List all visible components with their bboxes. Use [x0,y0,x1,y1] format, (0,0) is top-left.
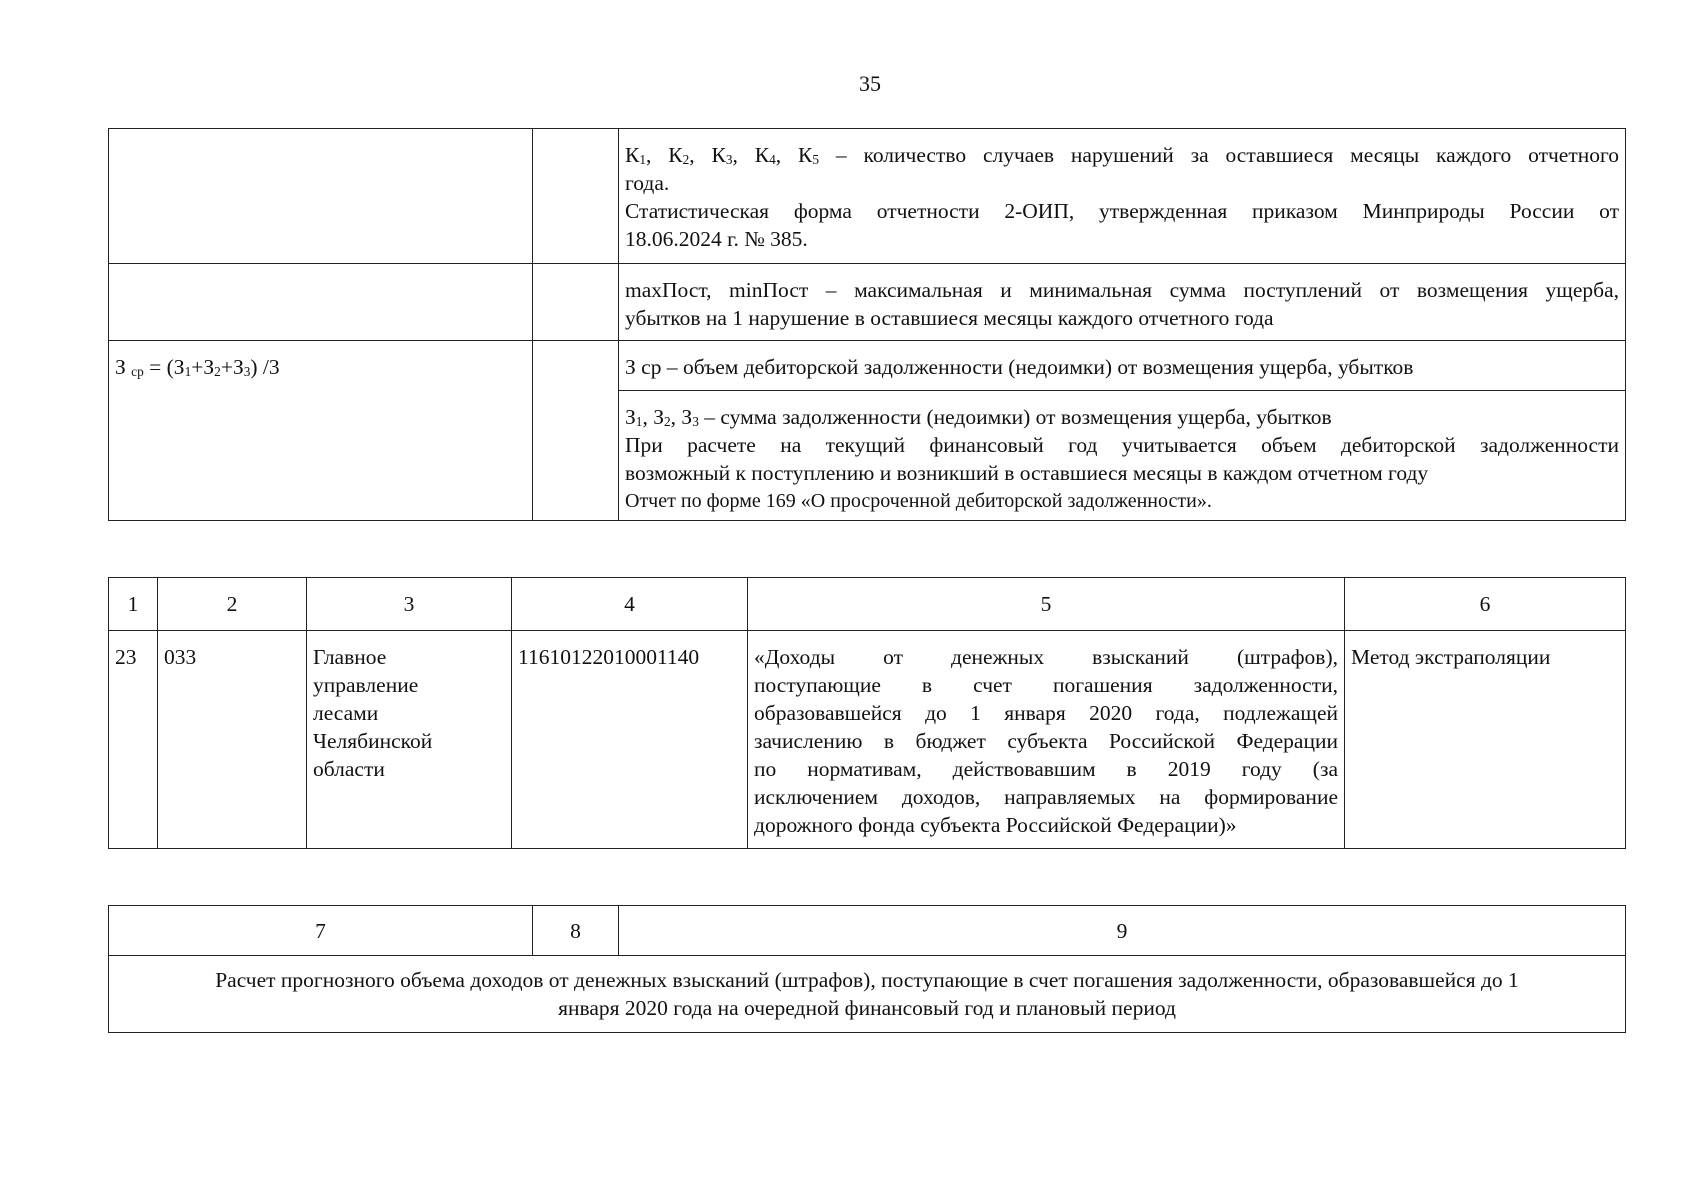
page-number: 35 [859,71,881,96]
agency-name [307,631,512,849]
column-header: 9 [619,906,1626,956]
income-description [748,631,1345,849]
column-header: 4 [512,578,748,631]
income-line: зачислению в бюджет субъекта Российской Федерации [754,729,1338,753]
column-header: 5 [748,578,1345,631]
table-row [109,129,1626,264]
column-header: 8 [533,906,619,956]
description-cell [619,129,1626,264]
post-line-2: убытков на 1 нарушение в оставшиеся месяцы каждого отчетного года [625,306,1274,330]
income-line: исключением доходов, направляемых на формирование [754,785,1338,809]
calculation-description [109,956,1626,1033]
agency-line: управление [313,673,419,697]
method-cell: Метод экстраполяции [1345,631,1626,849]
table-row [109,264,1626,341]
income-line: «Доходы от денежных взысканий (штрафов), [754,645,1338,669]
income-line: образовавшейся до 1 января 2020 года, подлежащей [754,701,1338,725]
formula-cell [109,129,533,264]
k-variables-line-2: года. [625,171,670,195]
column-header: 6 [1345,578,1626,631]
z-average-formula: З $_{ср} = (З_1+З_2+З_3)$ /3 [115,355,280,379]
calculation-table [108,905,1626,1033]
agency-line: лесами [313,701,379,725]
description-cell [619,264,1626,341]
empty-cell [533,264,619,341]
z-source-line: Отчет по форме 169 «О просроченной дебиторской задолженности». [625,490,1212,512]
column-header: 7 [109,906,533,956]
z-average-description: З ср – объем дебиторской задолженности (недоимки) от возмещения ущерба, убытков [625,355,1414,379]
income-table [108,577,1626,849]
income-line: поступающие в счет погашения задолженности, [754,673,1338,697]
z-note-line-2: возможный к поступлению и возникший в оставшиеся месяцы в каждом отчетном году [625,461,1429,485]
z-note-line-1: При расчете на текущий финансовый год учитывается объем дебиторской задолженности [625,433,1619,457]
empty-cell [533,129,619,264]
header-row [109,578,1626,631]
kbk-code: 11610122010001140 [512,631,748,849]
calculation-line-1: Расчет прогнозного объема доходов от денежных взысканий (штрафов), поступающие в счет погашения задолженности, образовавшейся до 1 [215,968,1519,992]
column-header: 2 [158,578,307,631]
formula-table [108,128,1626,521]
income-line: по нормативам, действовавшим в 2019 году (за [754,757,1338,781]
row-number: 23 [109,631,158,849]
source-line-1: Статистическая форма отчетности 2-ОИП, утвержденная приказом Минприроды России от [625,199,1619,223]
header-row [109,906,1626,956]
column-header: 3 [307,578,512,631]
table-row [109,631,1626,849]
source-line-2: 18.06.2024 г. № 385. [625,227,808,251]
post-line-1: maxПост, minПост – максимальная и минимальная сумма поступлений от возмещения ущерба, [625,278,1619,302]
calculation-line-2: января 2020 года на очередной финансовый год и плановый период [558,996,1176,1020]
income-line: дорожного фонда субъекта Российской Федерации)» [754,813,1237,837]
formula-cell [109,341,533,521]
empty-cell [533,341,619,521]
z-variables-line: $З_1$, $З_2$, $З_3$ – сумма задолженности (недоимки) от возмещения ущерба, убытков [625,405,1332,429]
column-header: 1 [109,578,158,631]
description-cell [619,341,1626,391]
agency-line: Челябинской [313,729,433,753]
table-row [109,341,1626,391]
agency-line: Главное [313,645,387,669]
admin-code: 033 [158,631,307,849]
formula-cell [109,264,533,341]
description-cell [619,391,1626,521]
table-row [109,956,1626,1033]
k-variables-line: $К_1$, $К_2$, $К_3$, $К_4$, $К_5$ – количество случаев нарушений за оставшиеся месяцы каждого отчетного [625,143,1620,167]
agency-line: области [313,757,385,781]
